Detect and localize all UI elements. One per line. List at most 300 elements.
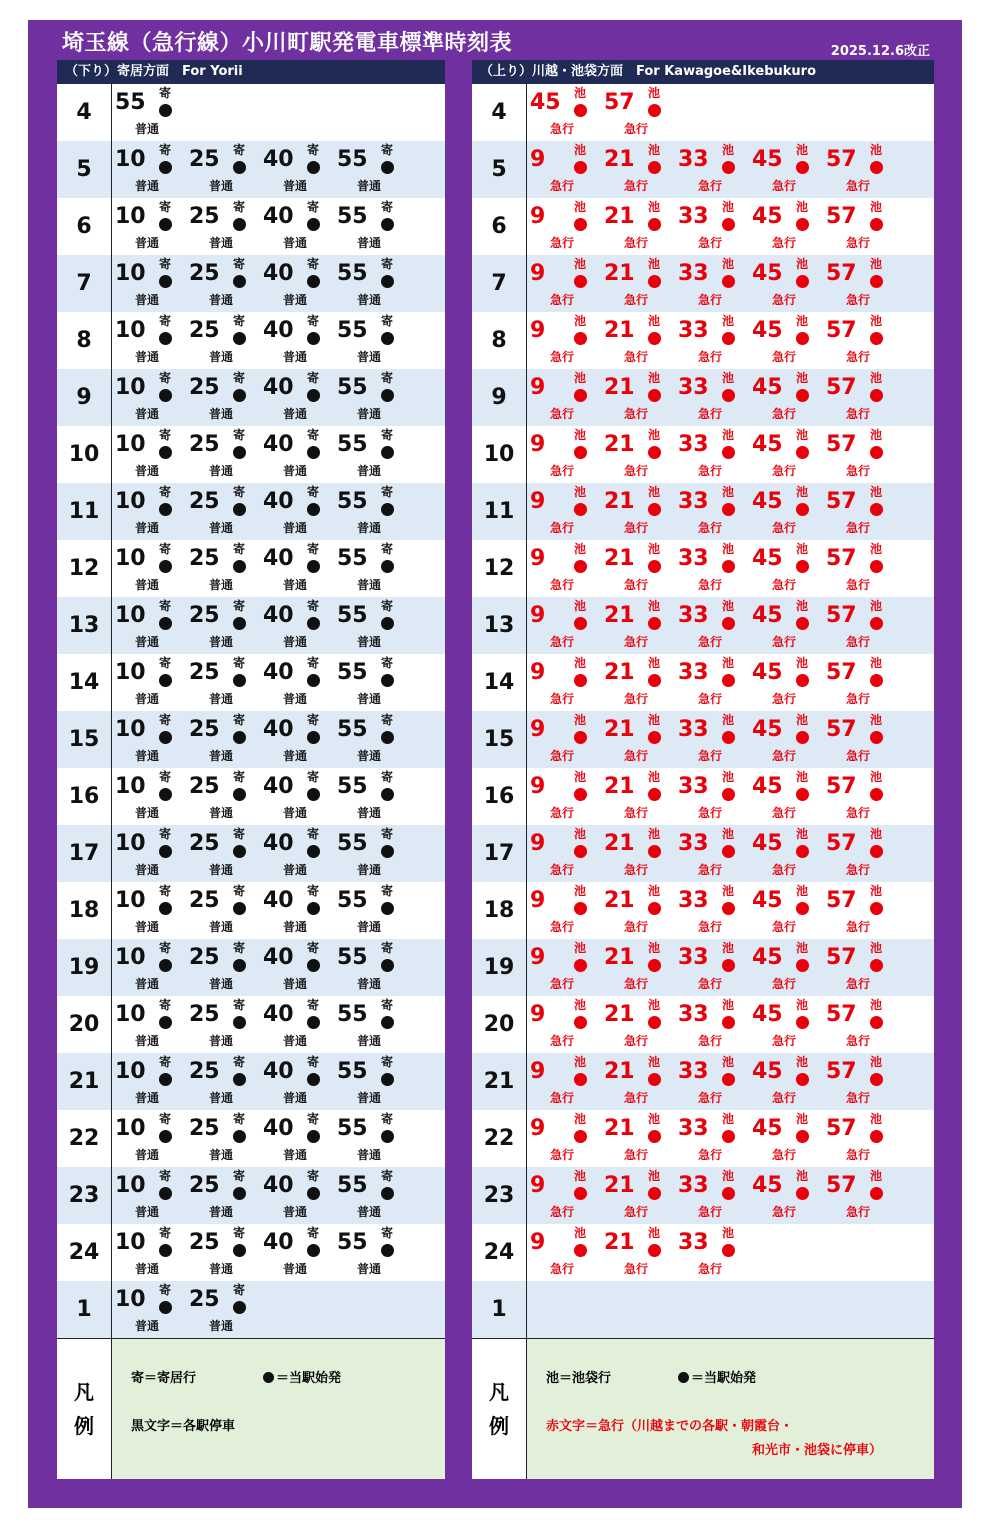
origin-dot-icon: [307, 275, 320, 288]
departure-minute: 21: [604, 318, 635, 343]
departure: [752, 768, 826, 825]
destination-mark: 寄: [159, 941, 172, 955]
hour-label: 14: [472, 654, 527, 711]
departure: [678, 1224, 752, 1281]
destination-mark: 池: [870, 314, 883, 328]
departure: [530, 1053, 604, 1110]
destination-mark: 池: [722, 1112, 735, 1126]
legend-origin-text: ＝当駅始発: [691, 1371, 757, 1386]
departure: [263, 1167, 337, 1224]
destination-mark: 寄: [159, 86, 172, 100]
train-type: 普通: [135, 407, 160, 421]
origin-dot-icon: [574, 902, 587, 915]
departure: [678, 825, 752, 882]
train-type: 急行: [772, 578, 797, 592]
destination-mark: 池: [796, 599, 809, 613]
train-type: 普通: [357, 350, 382, 364]
train-type: 急行: [550, 977, 575, 991]
train-type: 急行: [624, 1034, 649, 1048]
destination-mark: 池: [574, 371, 587, 385]
train-type: 普通: [283, 578, 308, 592]
departure: [752, 426, 826, 483]
departure: [604, 540, 678, 597]
train-type: 普通: [209, 1262, 234, 1276]
origin-dot-icon: [722, 1073, 735, 1086]
departure: [604, 597, 678, 654]
destination-mark: 寄: [307, 200, 320, 214]
origin-dot-icon: [381, 560, 394, 573]
departure: [752, 483, 826, 540]
destination-mark: 寄: [233, 428, 246, 442]
origin-dot-icon: [648, 446, 661, 459]
destination-mark: 池: [648, 884, 661, 898]
departure-minute: 10: [115, 717, 146, 742]
train-type: 普通: [209, 977, 234, 991]
train-type: 普通: [135, 920, 160, 934]
origin-dot-icon: [722, 674, 735, 687]
train-type: 普通: [135, 350, 160, 364]
train-type: 普通: [283, 521, 308, 535]
train-type: 急行: [550, 179, 575, 193]
destination-mark: 寄: [159, 257, 172, 271]
departure-minute: 10: [115, 318, 146, 343]
destination-mark: 池: [574, 86, 587, 100]
destination-mark: 池: [796, 314, 809, 328]
origin-dot-icon: [159, 617, 172, 630]
departure: [189, 1281, 263, 1338]
departure-minute: 10: [115, 945, 146, 970]
departure-minute: 10: [115, 147, 146, 172]
origin-dot-icon: [648, 1073, 661, 1086]
destination-mark: 池: [574, 200, 587, 214]
destination-mark: 寄: [233, 941, 246, 955]
departure: [115, 882, 189, 939]
departure: [530, 882, 604, 939]
train-type: 急行: [624, 749, 649, 763]
origin-dot-icon: [648, 617, 661, 630]
departure: [678, 1053, 752, 1110]
departure-minute: 21: [604, 888, 635, 913]
train-type: 急行: [846, 236, 871, 250]
departure-minute: 40: [263, 1116, 294, 1141]
train-type: 急行: [772, 1091, 797, 1105]
departure: [752, 1167, 826, 1224]
departure-minute: 21: [604, 546, 635, 571]
hour-label: 5: [57, 141, 112, 198]
destination-mark: 池: [870, 941, 883, 955]
departure-minute: 57: [826, 603, 857, 628]
destination-mark: 寄: [307, 314, 320, 328]
destination-mark: 池: [870, 884, 883, 898]
train-type: 普通: [135, 464, 160, 478]
origin-dot-icon: [307, 617, 320, 630]
departure: [604, 825, 678, 882]
destination-mark: 寄: [159, 143, 172, 157]
train-type: 普通: [283, 1262, 308, 1276]
origin-dot-icon: [159, 731, 172, 744]
origin-dot-icon: [722, 446, 735, 459]
destination-mark: 寄: [381, 713, 394, 727]
departure: [337, 597, 411, 654]
hour-label: 18: [57, 882, 112, 939]
destination-mark: 寄: [159, 1112, 172, 1126]
departure: [530, 1224, 604, 1281]
destination-mark: 池: [574, 884, 587, 898]
departure-minute: 21: [604, 261, 635, 286]
train-type: 普通: [357, 1091, 382, 1105]
departure: [189, 198, 263, 255]
hour-label: 22: [472, 1110, 527, 1167]
origin-dot-icon: [870, 788, 883, 801]
departure-minute: 10: [115, 375, 146, 400]
destination-mark: 池: [722, 827, 735, 841]
hour-row: [472, 1281, 934, 1338]
train-type: 急行: [550, 806, 575, 820]
hour-row: [472, 1110, 934, 1167]
destination-mark: 池: [722, 314, 735, 328]
destination-mark: 寄: [307, 1055, 320, 1069]
departure-minute: 57: [826, 318, 857, 343]
hour-label: 13: [57, 597, 112, 654]
departure-minute: 45: [752, 1173, 783, 1198]
train-type: 普通: [283, 350, 308, 364]
departure: [752, 996, 826, 1053]
departure-minute: 33: [678, 831, 709, 856]
departure: [678, 597, 752, 654]
origin-dot-icon: [722, 731, 735, 744]
destination-mark: 池: [870, 656, 883, 670]
destination-mark: 寄: [307, 884, 320, 898]
hour-label: 15: [472, 711, 527, 768]
departure-minute: 10: [115, 1116, 146, 1141]
departure: [752, 369, 826, 426]
departure-minute: 33: [678, 888, 709, 913]
departure-minute: 10: [115, 603, 146, 628]
hour-label: 9: [472, 369, 527, 426]
origin-dot-icon: [722, 845, 735, 858]
destination-mark: 池: [648, 1112, 661, 1126]
destination-mark: 寄: [307, 998, 320, 1012]
departure-minute: 33: [678, 774, 709, 799]
destination-mark: 池: [574, 485, 587, 499]
destination-mark: 池: [648, 428, 661, 442]
origin-dot-icon: [796, 1016, 809, 1029]
departure-minute: 55: [337, 147, 368, 172]
destination-mark: 寄: [307, 371, 320, 385]
departure-minute: 10: [115, 1002, 146, 1027]
hour-row: [57, 483, 445, 540]
hour-label: 23: [472, 1167, 527, 1224]
destination-mark: 寄: [307, 941, 320, 955]
departure: [337, 996, 411, 1053]
origin-dot-icon: [648, 902, 661, 915]
origin-dot-icon: [233, 902, 246, 915]
hour-row: [57, 312, 445, 369]
departure: [115, 84, 189, 141]
hour-row: [57, 996, 445, 1053]
origin-dot-icon: [870, 560, 883, 573]
departure: [263, 711, 337, 768]
destination-mark: 寄: [159, 200, 172, 214]
departure: [530, 1167, 604, 1224]
departure: [530, 768, 604, 825]
destination-mark: 寄: [233, 998, 246, 1012]
origin-dot-icon: [796, 560, 809, 573]
destination-mark: 池: [796, 770, 809, 784]
train-type: 急行: [698, 806, 723, 820]
legend-mark: 例: [489, 1414, 509, 1438]
legend-origin-note: [263, 1367, 341, 1386]
destination-mark: 池: [648, 86, 661, 100]
departure-minute: 9: [530, 888, 546, 913]
departure: [189, 597, 263, 654]
departure: [337, 141, 411, 198]
destination-mark: 池: [796, 428, 809, 442]
destination-mark: 寄: [159, 1169, 172, 1183]
departure: [115, 711, 189, 768]
hour-row: [472, 1167, 934, 1224]
train-type: 急行: [550, 464, 575, 478]
origin-dot-icon: [233, 332, 246, 345]
destination-mark: 池: [574, 827, 587, 841]
train-type: 急行: [698, 350, 723, 364]
destination-mark: 池: [722, 656, 735, 670]
hour-row: [472, 939, 934, 996]
origin-dot-icon: [233, 845, 246, 858]
departure-minute: 57: [826, 945, 857, 970]
destination-mark: 寄: [381, 656, 394, 670]
departure: [337, 654, 411, 711]
origin-dot-icon: [796, 845, 809, 858]
departure-minute: 9: [530, 774, 546, 799]
origin-dot-icon: [574, 104, 587, 117]
destination-mark: 寄: [233, 143, 246, 157]
departure-minute: 45: [752, 603, 783, 628]
departure: [826, 369, 900, 426]
origin-dot-icon: [159, 1073, 172, 1086]
train-type: 普通: [209, 236, 234, 250]
origin-dot-icon: [574, 1073, 587, 1086]
destination-mark: 池: [870, 1055, 883, 1069]
origin-dot-icon: [233, 161, 246, 174]
up-panel: [472, 60, 934, 1479]
departure: [752, 654, 826, 711]
destination-mark: 池: [870, 1169, 883, 1183]
departure-minute: 21: [604, 204, 635, 229]
destination-mark: 池: [648, 599, 661, 613]
train-type: 急行: [846, 521, 871, 535]
destination-mark: 寄: [381, 542, 394, 556]
legend-color-note-cont: 和光市・池袋に停車）: [752, 1443, 883, 1458]
departure: [678, 198, 752, 255]
departure: [604, 84, 678, 141]
departure-minute: 55: [337, 375, 368, 400]
departure-minute: 10: [115, 831, 146, 856]
departure-minute: 21: [604, 489, 635, 514]
departure-minute: 25: [189, 774, 220, 799]
destination-mark: 寄: [307, 599, 320, 613]
train-type: 普通: [357, 635, 382, 649]
destination-mark: 寄: [233, 1169, 246, 1183]
departure: [263, 825, 337, 882]
origin-dot-icon: [796, 674, 809, 687]
train-type: 急行: [698, 1205, 723, 1219]
departure: [826, 426, 900, 483]
origin-dot-icon: [574, 218, 587, 231]
departure-minute: 40: [263, 717, 294, 742]
departure-minute: 55: [337, 1116, 368, 1141]
departure-minute: 21: [604, 603, 635, 628]
departure-minute: 45: [752, 945, 783, 970]
destination-mark: 池: [648, 827, 661, 841]
departure: [115, 1110, 189, 1167]
train-type: 急行: [550, 293, 575, 307]
departure: [826, 939, 900, 996]
destination-mark: 池: [648, 1055, 661, 1069]
origin-dot-icon: [574, 161, 587, 174]
train-type: 急行: [846, 806, 871, 820]
destination-mark: 池: [648, 257, 661, 271]
origin-dot-icon: [648, 674, 661, 687]
departure-minute: 40: [263, 1002, 294, 1027]
departure: [604, 198, 678, 255]
departure: [115, 597, 189, 654]
train-type: 急行: [624, 350, 649, 364]
hour-label: 16: [57, 768, 112, 825]
departure-minute: 40: [263, 489, 294, 514]
hour-label: 13: [472, 597, 527, 654]
train-type: 普通: [357, 293, 382, 307]
departure-minute: 25: [189, 1002, 220, 1027]
train-type: 普通: [209, 1205, 234, 1219]
departure: [189, 1224, 263, 1281]
origin-dot-icon: [159, 332, 172, 345]
destination-mark: 寄: [159, 656, 172, 670]
destination-mark: 池: [574, 542, 587, 556]
origin-dot-icon: [648, 275, 661, 288]
departure-minute: 57: [826, 660, 857, 685]
train-type: 普通: [209, 1148, 234, 1162]
departure: [752, 939, 826, 996]
departure: [530, 84, 604, 141]
departure: [604, 141, 678, 198]
hour-row: [472, 426, 934, 483]
train-type: 急行: [846, 920, 871, 934]
destination-mark: 池: [574, 998, 587, 1012]
hour-label: 11: [57, 483, 112, 540]
departure-minute: 40: [263, 603, 294, 628]
origin-dot-icon: [648, 503, 661, 516]
departure: [826, 768, 900, 825]
hour-label: 22: [57, 1110, 112, 1167]
destination-mark: 池: [870, 257, 883, 271]
departure: [115, 1224, 189, 1281]
origin-dot-icon: [233, 275, 246, 288]
destination-mark: 寄: [159, 485, 172, 499]
origin-dot-icon: [574, 1130, 587, 1143]
hour-row: [472, 369, 934, 426]
origin-dot-icon: [381, 788, 394, 801]
origin-dot-icon: [722, 275, 735, 288]
train-type: 急行: [772, 977, 797, 991]
destination-mark: 池: [796, 371, 809, 385]
destination-mark: 池: [796, 656, 809, 670]
destination-mark: 池: [574, 1112, 587, 1126]
train-type: 普通: [135, 1205, 160, 1219]
destination-mark: 池: [574, 1055, 587, 1069]
departure-minute: 9: [530, 1002, 546, 1027]
origin-dot-icon: [722, 1016, 735, 1029]
destination-mark: 池: [648, 713, 661, 727]
origin-dot-icon: [648, 959, 661, 972]
train-type: 普通: [357, 920, 382, 934]
origin-dot-icon: [159, 218, 172, 231]
train-type: 急行: [698, 1091, 723, 1105]
train-type: 普通: [209, 806, 234, 820]
origin-dot-icon: [870, 1016, 883, 1029]
departure-minute: 10: [115, 1230, 146, 1255]
train-type: 急行: [846, 863, 871, 877]
origin-dot-icon: [381, 1130, 394, 1143]
origin-dot-icon: [796, 731, 809, 744]
train-type: 普通: [283, 692, 308, 706]
departure: [189, 483, 263, 540]
destination-mark: 寄: [233, 200, 246, 214]
departure: [678, 312, 752, 369]
departure-minute: 33: [678, 318, 709, 343]
origin-dot-icon: [381, 218, 394, 231]
origin-dot-icon: [233, 617, 246, 630]
departure: [115, 654, 189, 711]
destination-mark: 池: [722, 1226, 735, 1240]
departure: [115, 255, 189, 312]
train-type: 普通: [283, 1091, 308, 1105]
hour-row: [57, 1053, 445, 1110]
departure: [337, 255, 411, 312]
origin-dot-icon: [796, 446, 809, 459]
departure: [678, 426, 752, 483]
departure-minute: 21: [604, 660, 635, 685]
hour-row: [472, 597, 934, 654]
origin-dot-icon: [796, 902, 809, 915]
destination-mark: 池: [574, 1169, 587, 1183]
origin-dot-icon: [722, 503, 735, 516]
train-type: 急行: [846, 350, 871, 364]
departure: [337, 939, 411, 996]
departure: [604, 1224, 678, 1281]
departure-minute: 21: [604, 1059, 635, 1084]
destination-mark: 寄: [159, 713, 172, 727]
origin-dot-icon: [233, 218, 246, 231]
destination-mark: 寄: [307, 1112, 320, 1126]
train-type: 急行: [550, 749, 575, 763]
origin-dot-icon: [159, 1130, 172, 1143]
train-type: 急行: [846, 407, 871, 421]
departure: [189, 426, 263, 483]
departure: [604, 369, 678, 426]
departure-minute: 25: [189, 1116, 220, 1141]
origin-dot-icon: [796, 617, 809, 630]
train-type: 普通: [283, 635, 308, 649]
origin-dot-icon: [648, 218, 661, 231]
destination-mark: 寄: [381, 314, 394, 328]
departure-minute: 33: [678, 1116, 709, 1141]
destination-mark: 寄: [159, 428, 172, 442]
origin-dot-icon: [233, 788, 246, 801]
train-type: 普通: [357, 692, 382, 706]
departure: [530, 540, 604, 597]
destination-mark: 寄: [381, 827, 394, 841]
